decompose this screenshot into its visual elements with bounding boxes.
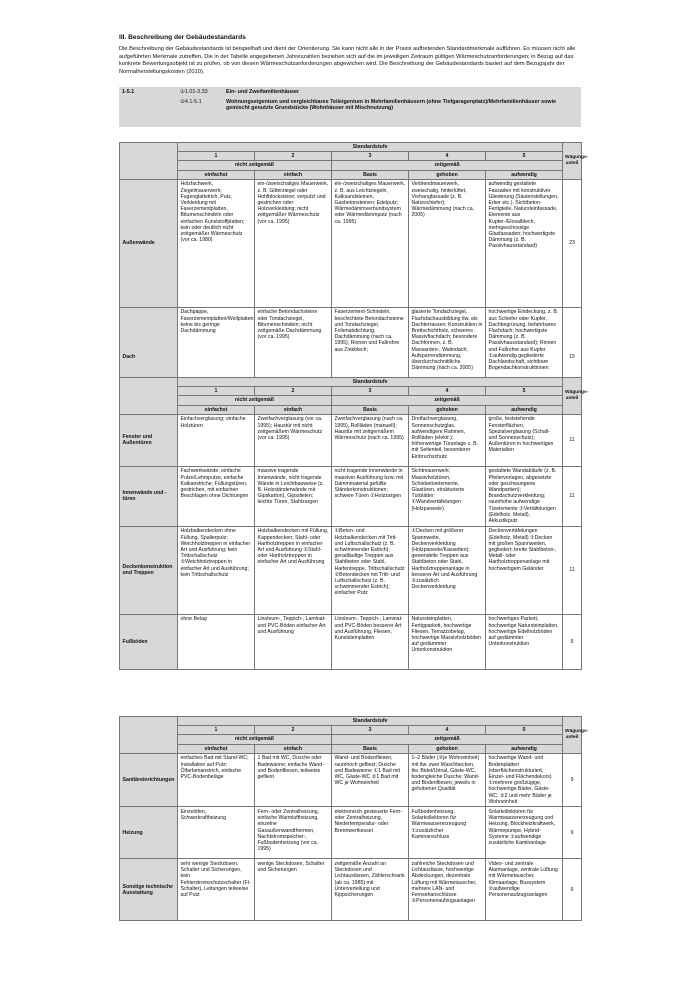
standard-cell-5: Video- und zentrale Alarmanlage, zentrale Lüftung mit Wärmetauscher, Klimaanlage, Bussystem ②aufwendige Personenaufzugsanlagen [486,859,563,921]
row-weight: 9 [563,807,582,859]
standard-cell-3: zeitgemäße Anzahl an Steckdosen und Lichtauslässen, Zählerschrank (ab ca. 1985) mit Unterverteilung und Kippsicherungen [332,859,409,921]
header-grade-2: einfach [255,744,332,753]
standards-table-1 [119,142,589,408]
header-nicht-zeitgemaess: nicht zeitgemäß [178,396,332,405]
header-grade-4: gehoben [409,744,486,753]
standard-cell-5: hochwertiges Parkett, hochwertige Natursteinplatten, hochwertige Edelholzböden auf gedämmter Unterkonstruktion [486,614,563,669]
standard-cell-2: Holzbalkendecken mit Füllung, Kappendecken; Stahl- oder Hartholztreppen in einfacher Art und Ausführung ②Stahl- oder Hartholztreppen in einfacher Art und Ausführung [255,526,332,614]
standard-cell-1: Holzbalkendecken ohne Füllung, Spalierputz; Weichholztreppen in einfacher Art und Ausführung; kein Trittschallschutz ②Weichholztreppen in einfacher Art und Ausführung; kein Trittschallschutz [178,526,255,614]
standard-cell-5: große, feststehende Fensterflächen, Spezialverglasung (Schall- und Sonnenschutz); Außentüren in hochwertigen Materialien [486,414,563,466]
header-grade-4: gehoben [409,405,486,414]
standard-cell-4: ①Decken mit größerer Spannweite, Deckenverkleidung (Holzpaneele/Kassetten); gewendelte Treppen aus Stahlbeton oder Stahl, Hartholztreppenanlage in besserer Art und Ausführung ②zusätzlich Deckenverkleidung [409,526,486,614]
standard-cell-1: einfaches Bad mit Stand-WC; Installation auf Putz; Ölfarbenanstrich, einfache PVC-Bodenbeläge [178,753,255,807]
header-standardstufe: Standardstufe [178,143,563,152]
classification-ref-1: ①1.01-3.33 [177,87,223,97]
standards-table-3 [119,716,589,921]
header-standardstufe: Standardstufe [178,378,563,387]
header-level-3: 3 [332,726,409,735]
standard-cell-3: Linoleum-, Teppich-, Laminat- und PVC-Böden besserer Art und Ausführung, Fliesen, Kunststeinplatten [332,614,409,669]
classification-title-2: Wohnungseigentum und vergleichbares Teileigentum in Mehrfamilienhäusern (ohne Tiefgaragenplatz)/Mehrfamilienhäuser sowie gemischt genutzte Grundstücke (Wohnhäuser mit Mischnutzung) [223,97,581,127]
standard-cell-1: Dachpappe, Faserzementplatten/Wellplatten; keine bis geringe Dachdämmung [178,307,255,407]
classification-row-2 [119,97,581,127]
standard-cell-4: Fußbodenheizung, Solarkollektoren für Warmwassererzeugung ①zusätzlicher Kaminanschluss [409,807,486,859]
header-levels-row [120,152,582,161]
header-corner [120,143,178,180]
standard-cell-3: nicht tragende Innenwände in massiver Ausführung bzw. mit Dämmmaterial gefüllte Ständerkonstruktionen; schwere Türen ①Holzzargen [332,466,409,526]
standard-cell-1: Fachwerkwände, einfache Putze/Lehmputze, einfache Kalkanstriche; Füllungstüren, gestrichen, mit einfachen Beschlägen ohne Dichtungen [178,466,255,526]
standard-cell-3: ein-/zweischaliges Mauerwerk, z. B. aus Leichtziegeln, Kalksandsteinen, Gasbetonsteinen; Edelputz; Wärmedämmverbundsystem oder Wärmedämmputz (nach ca. 1995) [332,179,409,307]
header-grades-row [120,170,582,179]
header-levels-row [120,726,582,735]
header-level-1: 1 [178,387,255,396]
header-grade-2: einfach [255,405,332,414]
standards-table-2 [119,377,589,670]
header-grade-2: einfach [255,170,332,179]
header-grade-4: gehoben [409,170,486,179]
header-level-2: 2 [255,387,332,396]
header-level-4: 4 [409,726,486,735]
header-level-1: 1 [178,726,255,735]
header-level-5: 5 [486,726,563,735]
standard-cell-4: Dreifachverglasung, Sonnenschutzglas, aufwendigere Rahmen, Rollläden (elektr.); höherwertige Türanlage z. B. mit Seitenteil, besonderer Einbruchschutz [409,414,486,466]
standard-cell-2: Zweifachverglasung (vor ca. 1995); Haustür mit nicht zeitgemäßem Wärmeschutz (vor ca. 1995) [255,414,332,466]
intro-text: Die Beschreibung der Gebäudestandards ist beispielhaft und dient der Orientierung. Sie kann nicht alle in der Praxis auftretenden Standardmerkmale aufführen. Es müssen nicht alle aufgeführten Merkmale zutreffen. Die in der Tabelle angegebenen Jahreszahlen beziehen sich auf die im jeweiligen Zeitraum gültigen Wärmeschutzanforderungen; in Bezug auf das konkrete Bewertungsobjekt ist zu prüfen, ob von diesen Wärmeschutzanforderungen abgewichen wird. Die Beschreibung der Gebäudestandards basiert auf dem Bezugsjahr der Normalherstellungskosten (2010). [119,46,576,75]
standard-cell-5: hochwertige Wand- und Bodenplatten (oberflächenstrukturiert, Einzel- und Flächendekors) ①mehrere großzügige, hochwertige Bäder, Gäste-WC; ②2 und mehr Bäder je Wohneinheit [486,753,563,807]
row-label: Fenster und Außentüren [120,414,178,466]
standard-cell-1: Holzfachwerk, Ziegelmauerwerk; Fugenglattstrich, Putz, Verkleidung mit Faserzementplatten, Bitumenschindeln oder einfachen Kunststoffplatten; kein oder deutlich nicht zeitgemäßer Wärmeschutz (vor ca. 1980) [178,179,255,307]
row-weight: 6 [563,859,582,921]
header-weight: Wägungs-anteil [563,143,582,180]
header-row [120,143,582,152]
standard-cell-3: Faserzement-Schindeln, beschichtete Betondachsteine und Tondachziegel, Folienabdichtung; Dachdämmung (nach ca. 1995); Rinnen und Fallrohre aus Zinkblech; [332,307,409,407]
header-level-5: 5 [486,387,563,396]
standard-cell-1: ohne Belag [178,614,255,669]
header-level-4: 4 [409,387,486,396]
classification-block [119,87,581,127]
standard-cell-5: gestaltete Wandabläufe (z. B. Pfeilervorlagen, abgesetzte oder geschwungene Wandpartien); Brandschutzverkleidung; raumhohe aufwendige Türelemente ①Vertäfelungen (Edelholz, Metall), Akkustikputz [486,466,563,526]
header-grade-5: aufwendig [486,744,563,753]
header-level-2: 2 [255,726,332,735]
classification-title-1: Ein- und Zweifamilienhäuser [223,87,581,97]
header-row [120,717,582,726]
standard-cell-5: Deckenvertäfelungen (Edelholz, Metall) ①Decken mit großen Spannweiten, gegliedert; breite Stahlbeton-, Metall- oder Hartholztreppenanlage mit hochwertigem Geländer [486,526,563,614]
standard-cell-3: elektronisch gesteuerte Fern- oder Zentralheizung, Niedertemperatur- oder Brennwertkessel [332,807,409,859]
row-weight: 9 [563,753,582,807]
header-zeitgemaess: zeitgemäß [332,396,563,405]
header-level-3: 3 [332,152,409,161]
table-row [120,179,582,307]
standard-cell-4: 1–2 Bäder (②je Wohneinheit) mit tlw. zwei Waschbecken, tlw. Bidet/Urinal, Gäste-WC, bodengleiche Dusche; Wand- und Bodenfliesen; jeweils in gehobener Qualität [409,753,486,807]
standard-cell-5: aufwendig gestaltete Fassaden mit konstruktiver Gliederung (Säulenstellungen, Erker etc.), Sichtbeton-Fertigteile, Natursteinfassade, Elemente aus Kupfer-/Eloxalblech, mehrgeschossige Glasfassaden; hochwertigste Dämmung (z. B. Passivhausstandard) [486,179,563,307]
row-weight: 11 [563,466,582,526]
header-zeitgemaess: zeitgemäß [332,735,563,744]
row-weight: 11 [563,526,582,614]
row-label: Heizung [120,807,178,859]
header-grade-5: aufwendig [486,405,563,414]
standard-cell-1: Einfachverglasung; einfache Holztüren [178,414,255,466]
header-grades-row [120,744,582,753]
header-grade-1: einfachst [178,744,255,753]
row-weight: 11 [563,414,582,466]
row-label: Fußböden [120,614,178,669]
row-weight: 15 [563,307,582,407]
header-level-4: 4 [409,152,486,161]
standard-cell-5: hochwertige Eindeckung, z. B. aus Schiefer oder Kupfer, Dachbegrünung, befahrbares Flachdach; hochwertigste Dämmung (z. B. Passivhausstandard); Rinnen und Fallrohre aus Kupfer ①aufwendig gegliederte Dachlandschaft, sichtbare Bogendachkonstruktionen [486,307,563,407]
standard-cell-4: Verblendmauerwerk, zweischalig, hinterlüftet, Vorhangfassade (z. B. Naturschiefer); Wärmedämmung (nach ca. 2005) [409,179,486,307]
row-label: Sonstige technische Ausstattung [120,859,178,921]
row-label: Innenwände und -türen [120,466,178,526]
standard-cell-2: 1 Bad mit WC, Dusche oder Badewanne; einfache Wand- und Bodenfliesen, teilweise gefliest [255,753,332,807]
table-row [120,807,582,859]
header-grade-3: Basis [332,744,409,753]
standard-cell-3: Wand- und Bodenfliesen, raumhoch gefliest; Dusche und Badewanne ①1 Bad mit WC, Gäste-WC ②1 Bad mit WC je Wohneinheit [332,753,409,807]
standard-cell-4: zahlreiche Steckdosen und Lichtauslässe, hochwertige Abdeckungen, dezentrale Lüftung mit Wärmetauscher, mehrere LAN- und Fernsehanschlüsse ②Personenaufzugsanlagen [409,859,486,921]
row-label: Sanitäreinrichtungen [120,753,178,807]
table-row [120,414,582,466]
header-level-2: 2 [255,152,332,161]
header-grade-1: einfachst [178,405,255,414]
section-heading: III. Beschreibung der Gebäudestandards [119,34,246,41]
row-label: Außenwände [120,179,178,307]
header-level-5: 5 [486,152,563,161]
standard-cell-4: Sichtmauerwerk; Massivholztüren, Schiebetürelemente, Glastüren, strukturierte Türblätter ①Wandvertäfelungen (Holzpaneele) [409,466,486,526]
header-zeitgemaess: zeitgemäß [332,161,563,170]
header-weight: Wägungs-anteil [563,378,582,415]
standard-cell-2: ein-/zweischaliges Mauerwerk, z. B. Gitterziegel oder Hohlblocksteine; verputzt und gestrichen oder Holzverkleidung; nicht zeitgemäßer Wärmeschutz (vor ca. 1995) [255,179,332,307]
standard-cell-1: Einzelöfen, Schwerkraftheizung [178,807,255,859]
header-corner [120,717,178,754]
header-levels-row [120,387,582,396]
row-weight: 5 [563,614,582,669]
header-row [120,378,582,387]
standard-cell-2: wenige Steckdosen, Schalter und Sicherungen [255,859,332,921]
standard-cell-3: ①Beton- und Holzbalkendecken mit Tritt- und Luftschallschutz (z. B. schwimmender Estrich); geradläufige Treppen aus Stahlbeton oder Stahl, Harfentreppe, Trittschallschutz ②Betondecken mit Tritt- und Luftschallschutz (z. B. schwimmender Estrich); einfacher Putz [332,526,409,614]
row-label: Deckenkonstruktion und Treppen [120,526,178,614]
header-nicht-zeitgemaess: nicht zeitgemäß [178,735,332,744]
table-row [120,466,582,526]
header-standardstufe: Standardstufe [178,717,563,726]
header-grade-3: Basis [332,405,409,414]
standard-cell-4: glasierte Tondachziegel, Flachdachausbildung tlw. als Dachterrassen; Konstruktion in Brettschichtholz, schweres Massivflachdach; besondere Dachformen, z. B. Mansarden-, Walmdach; Aufsparrendämmung, überdurchschnittliche Dämmung (nach ca. 2005) [409,307,486,407]
standard-cell-3: Zweifachverglasung (nach ca. 1995), Rollläden (manuell); Haustür mit zeitgemäßem Wärmeschutz (nach ca. 1995) [332,414,409,466]
header-corner [120,378,178,415]
table-row [120,614,582,669]
header-zeitgemaess-row [120,735,582,744]
header-level-3: 3 [332,387,409,396]
header-weight: Wägungs-anteil [563,717,582,754]
classification-code: 1-5.1 [119,87,177,97]
standard-cell-1: sehr wenige Steckdosen, Schalter und Sicherungen, kein Fehlerstromschutzschalter (FI-Schalter), Leitungen teilweise auf Putz [178,859,255,921]
table-row [120,859,582,921]
header-grades-row [120,405,582,414]
header-grade-5: aufwendig [486,170,563,179]
header-zeitgemaess-row [120,161,582,170]
standard-cell-4: Natursteinplatten, Fertigparkett, hochwertige Fliesen, Terrazzobelag, hochwertige Massivholzböden auf gedämmter Unterkonstruktion [409,614,486,669]
header-zeitgemaess-row [120,396,582,405]
header-grade-1: einfachst [178,170,255,179]
table-row [120,526,582,614]
row-weight: 23 [563,179,582,307]
header-grade-3: Basis [332,170,409,179]
standard-cell-2: einfache Betondachsteine oder Tondachziegel, Bitumenschindeln; nicht zeitgemäße Dachdämmung (vor ca. 1995) [255,307,332,407]
standard-cell-2: Fern- oder Zentralheizung, einfache Warmluftheizung, einzelne Gasaußenwandthermen, Nachtstromspeicher-, Fußbodenheizung (vor ca. 1995) [255,807,332,859]
standard-cell-5: Solarkollektoren für Warmwassererzeugung und Heizung, Blockheizkraftwerk, Wärmepumpe, Hybrid-Systeme ①aufwendige zusätzliche Kaminanlage [486,807,563,859]
classification-row-1 [119,87,581,97]
header-level-1: 1 [178,152,255,161]
header-nicht-zeitgemaess: nicht zeitgemäß [178,161,332,170]
standard-cell-2: massive tragende Innenwände, nicht tragende Wände in Leichtbauweise (z. B. Holzständerwände mit Gipskarton), Gipsdielen; leichte Türen, Stahlzargen [255,466,332,526]
table-row [120,753,582,807]
classification-ref-2: ②4.1-5.1 [177,97,223,127]
row-label: Dach [120,307,178,407]
standard-cell-2: Linoleum-, Teppich-, Laminat- und PVC-Böden einfacher Art und Ausführung [255,614,332,669]
